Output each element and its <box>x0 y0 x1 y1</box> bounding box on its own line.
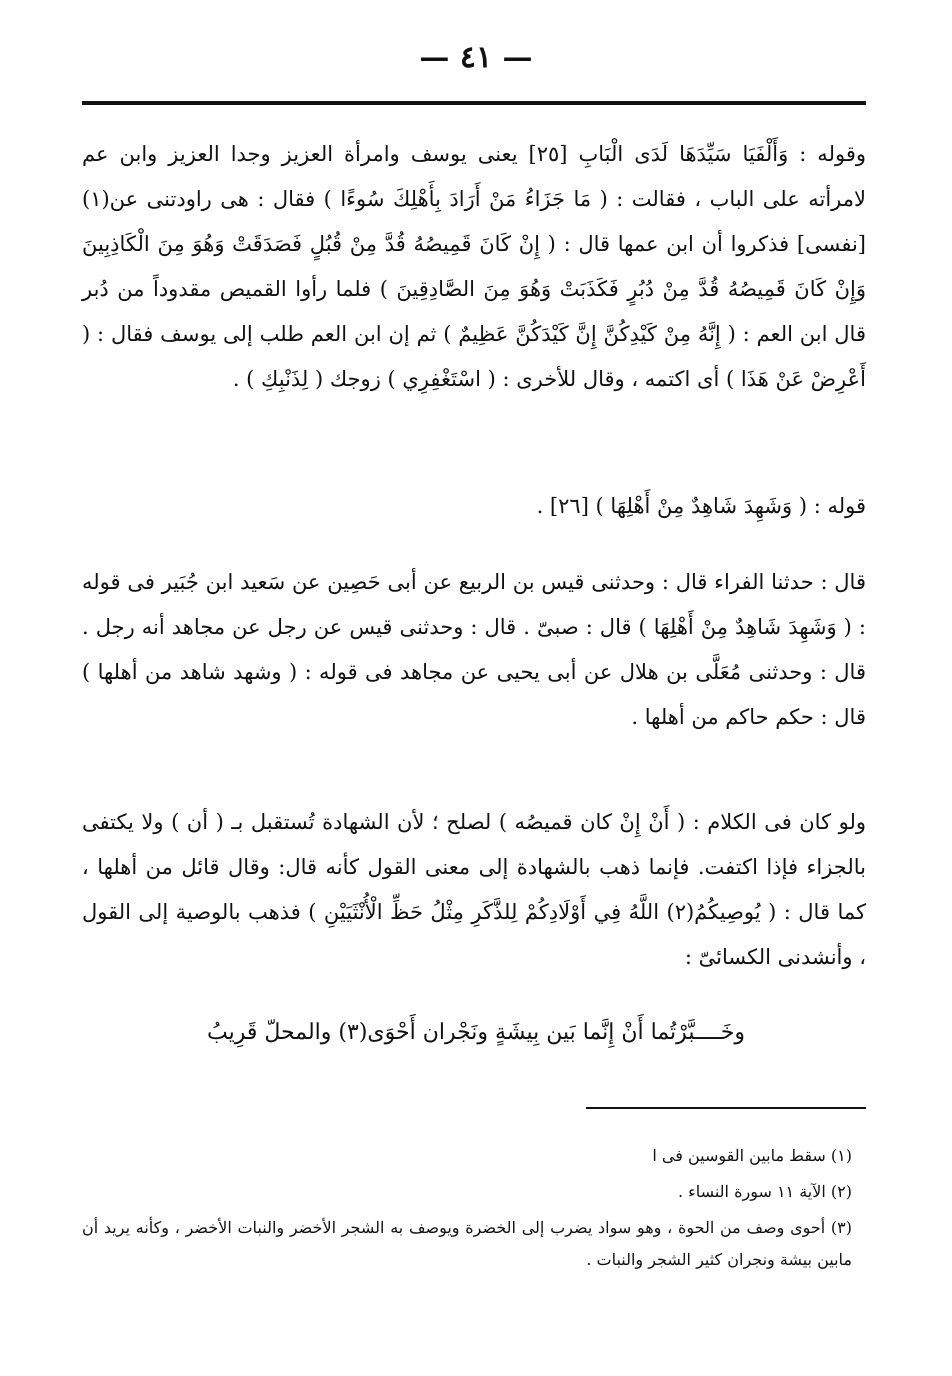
poetry-verse: وخَــــبَّرْتُما أَنْ إِنَّما بَين بِيشَةٍ ونَجْران أَحْوَى(٣) والمحلّ قَرِيبُ <box>207 1020 745 1045</box>
paragraph-1: وقوله : وَأَلْفَيَا سَيِّدَهَا لَدَى الْبَابِ [٢٥] يعنى يوسف وامرأة العزيز وجدا العزيز وابن عم لامرأته على الباب ، فقالت : ( مَا جَزَاءُ مَنْ أَرَادَ بِأَهْلِكَ سُوءًا ) فقال : هى راودتنى عن(١) [نفسى] فذكروا أن ابن عمها قال : ( إِنْ كَانَ قَمِيصُهُ قُدَّ مِنْ قُبُلٍ فَصَدَقَتْ وَهُوَ مِنَ الْكَاذِبِينَ وَإِنْ كَانَ قَمِيصُهُ قُدَّ مِنْ دُبُرٍ فَكَذَبَتْ وَهُوَ مِنَ الصَّادِقِينَ ) فلما رأوا القميص مقدوداً من دُبر قال ابن العم : ( إِنَّهُ مِنْ كَيْدِكُنَّ إِنَّ كَيْدَكُنَّ عَظِيمٌ ) ثم إن ابن العم طلب إلى يوسف فقال : ( أَعْرِضْ عَنْ هَذَا ) أى اكتمه ، وقال للأخرى : ( اسْتَغْفِرِي ) زوجك ( لِذَنْبِكِ ) . <box>82 142 866 391</box>
paragraph-4: ولو كان فى الكلام : ( أَنْ إِنْ كان قميصُه ) لصلح ؛ لأن الشهادة تُستقبل بـ ( أن ) ولا يكتفى بالجزاء فإذا اكتفت. فإنما ذهب بالشهادة إلى معنى القول كأنه قال: وقال قائل من أهلها ، كما قال : ( يُوصِيكُمُ(٢) اللَّهُ فِي أَوْلَادِكُمْ لِلذَّكَرِ مِثْلُ حَظِّ الْأُنْثَيَيْنِ ) فذهب بالوصية إلى القول ، وأنشدنى الكسائىّ : <box>82 810 866 969</box>
footnote-2: (٢) الآية ١١ سورة النساء . <box>678 1182 852 1201</box>
paragraph-2: قوله : ( وَشَهِدَ شَاهِدٌ مِنْ أَهْلِهَا ) [٢٦] . <box>536 494 866 518</box>
footnote-rule <box>586 1107 866 1109</box>
page-number: — ٤١ — <box>419 40 533 75</box>
footnotes <box>82 1140 852 1280</box>
paragraph-3: قال : حدثنا الفراء قال : وحدثنى قيس بن الربيع عن أبى حَصِين عن سَعيد ابن جُبَير فى قوله : ( وَشَهِدَ شَاهِدٌ مِنْ أَهْلِهَا ) قال : صبىّ . قال : وحدثنى قيس عن رجل عن مجاهد أنه رجل . قال : وحدثنى مُعَلَّى بن هلال عن أبى يحيى عن مجاهد فى قوله : ( وشهد شاهد من أهلها ) قال : حكم حاكم من أهلها . <box>82 570 866 729</box>
header-rule <box>82 101 866 105</box>
footnote-3: (٣) أحوى وصف من الحوة ، وهو سواد يضرب إلى الخضرة ويوصف به الشجر الأخضر والنبات الأخضر ، وكأنه يريد أن مابين بيشة ونجران كثير الشجر والنبات . <box>82 1218 852 1269</box>
footnote-1: (١) سقط مابين القوسين فى ا <box>652 1146 852 1165</box>
